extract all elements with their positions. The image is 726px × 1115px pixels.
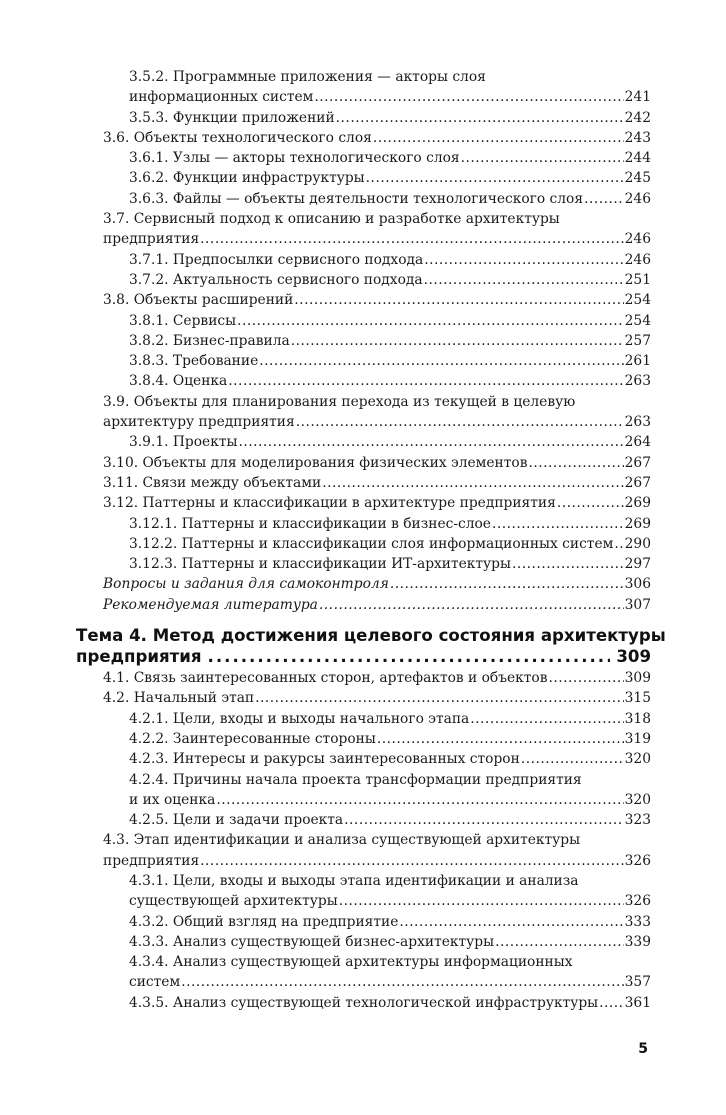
toc-page-number: 315 bbox=[624, 690, 651, 707]
toc-entry-line bbox=[129, 351, 651, 371]
toc-page-number: 242 bbox=[624, 109, 651, 126]
dot-leader bbox=[495, 932, 624, 952]
toc-page-number: 267 bbox=[624, 454, 651, 471]
toc-page-number: 309 bbox=[624, 670, 651, 687]
toc-entry bbox=[129, 932, 651, 952]
toc-entry-title: существующей архитектуры bbox=[129, 893, 338, 910]
toc-entry-title: 3.9.1. Проекты bbox=[129, 434, 238, 451]
dot-leader bbox=[366, 168, 624, 188]
dot-leader bbox=[461, 148, 624, 168]
toc-entry-line bbox=[129, 790, 651, 810]
toc-entry bbox=[103, 595, 651, 615]
toc-entry bbox=[129, 189, 651, 209]
dot-leader bbox=[200, 851, 624, 871]
toc-entry bbox=[129, 952, 651, 993]
toc-entry-line bbox=[103, 851, 651, 871]
dot-leader bbox=[344, 810, 624, 830]
toc-entry-line bbox=[129, 331, 651, 351]
toc-page-number: 261 bbox=[624, 353, 651, 370]
toc-entry-title: 3.8.1. Сервисы bbox=[129, 312, 237, 329]
toc-page-number: 246 bbox=[624, 251, 651, 268]
toc-entry bbox=[129, 912, 651, 932]
toc-entry-line bbox=[103, 128, 651, 148]
dot-leader bbox=[336, 108, 624, 128]
toc-page-number: 309 bbox=[616, 647, 651, 667]
dot-leader bbox=[599, 993, 624, 1013]
dot-leader bbox=[294, 290, 623, 310]
toc-entry-title: 4.3.1. Цели, входы и выходы этапа идентификации и анализа bbox=[129, 872, 579, 889]
toc-entry-line bbox=[129, 108, 651, 128]
toc-entry bbox=[129, 67, 651, 108]
toc-page-number: 246 bbox=[624, 190, 651, 207]
toc-entry-title: 4.2.1. Цели, входы и выходы начального этапа bbox=[129, 710, 470, 727]
dot-leader bbox=[492, 514, 624, 534]
toc-entry bbox=[129, 554, 651, 574]
toc-page-number: 326 bbox=[624, 852, 651, 869]
toc-entry-line bbox=[129, 709, 651, 729]
toc-entry-line bbox=[129, 972, 651, 992]
toc-entry bbox=[129, 148, 651, 168]
toc-entry-title: 4.3.5. Анализ существующей технологической инфраструктуры bbox=[129, 994, 599, 1011]
toc-entry-line bbox=[129, 749, 651, 769]
toc-entry-title: предприятия bbox=[76, 647, 202, 667]
toc-page-number: 320 bbox=[624, 791, 651, 808]
toc-entry bbox=[129, 168, 651, 188]
toc-entry-line bbox=[103, 574, 651, 594]
toc-entry-title: 3.7. Сервисный подход к описанию и разработке архитектуры bbox=[103, 211, 560, 228]
toc-entry-line bbox=[129, 148, 651, 168]
dot-leader bbox=[296, 412, 624, 432]
page-number: 5 bbox=[638, 1041, 648, 1057]
toc-entry bbox=[129, 351, 651, 371]
toc-entry-line bbox=[129, 371, 651, 391]
toc-entry bbox=[129, 770, 651, 811]
dot-leader bbox=[424, 250, 623, 270]
toc-page-number: 254 bbox=[624, 292, 651, 309]
toc-page-number: 251 bbox=[624, 271, 651, 288]
toc-entry-title: 4.1. Связь заинтересованных сторон, артефактов и объектов bbox=[103, 670, 548, 687]
toc-entry-title: 3.10. Объекты для моделирования физических элементов bbox=[103, 454, 528, 471]
toc-entry-title: 3.12. Паттерны и классификации в архитектуре предприятия bbox=[103, 495, 556, 512]
dot-leader bbox=[181, 972, 623, 992]
toc-entry-line bbox=[103, 493, 651, 513]
dot-leader bbox=[614, 534, 623, 554]
toc-entry-line bbox=[129, 770, 651, 790]
toc-page-number: 323 bbox=[624, 812, 651, 829]
toc-entry bbox=[129, 432, 651, 452]
table-of-contents bbox=[0, 67, 726, 1013]
dot-leader bbox=[319, 595, 624, 615]
toc-entry-line bbox=[103, 688, 651, 708]
toc-page-number: 243 bbox=[624, 129, 651, 146]
toc-entry bbox=[103, 209, 651, 250]
toc-entry-line bbox=[76, 625, 666, 646]
toc-entry-title: 3.8. Объекты расширений bbox=[103, 292, 294, 309]
toc-entry-title: систем bbox=[129, 974, 181, 991]
toc-entry-title: 3.5.2. Программные приложения — акторы слоя bbox=[129, 69, 486, 85]
toc-entry-title: 3.12.3. Паттерны и классификации ИТ-архитектуры bbox=[129, 556, 511, 573]
dot-leader bbox=[259, 351, 623, 371]
toc-entry-line bbox=[103, 595, 651, 615]
dot-leader bbox=[339, 891, 624, 911]
toc-entry-line bbox=[129, 729, 651, 749]
toc-entry-line bbox=[129, 912, 651, 932]
toc-entry-title: 4.3. Этап идентификации и анализа существующей архитектуры bbox=[103, 832, 581, 849]
toc-entry-title: предприятия bbox=[103, 231, 200, 248]
dot-leader bbox=[228, 371, 623, 391]
toc-entry bbox=[129, 810, 651, 830]
toc-entry-title: 3.6.3. Файлы — объекты деятельности технологического слоя bbox=[129, 190, 584, 207]
toc-entry bbox=[129, 514, 651, 534]
toc-entry bbox=[103, 830, 651, 871]
toc-entry bbox=[129, 993, 651, 1013]
toc-entry-title: 3.7.2. Актуальность сервисного подхода bbox=[129, 271, 423, 288]
toc-page-number: 269 bbox=[624, 515, 651, 532]
dot-leader bbox=[322, 473, 623, 493]
toc-entry bbox=[129, 871, 651, 912]
toc-entry-title: информационных систем bbox=[129, 89, 314, 106]
toc-entry-line bbox=[129, 432, 651, 452]
toc-entry-line bbox=[103, 290, 651, 310]
toc-entry-line bbox=[129, 311, 651, 331]
toc-entry bbox=[103, 290, 651, 310]
toc-page-number: 257 bbox=[624, 332, 651, 349]
toc-page-number: 241 bbox=[624, 89, 651, 106]
toc-page-number: 263 bbox=[624, 373, 651, 390]
dot-leader bbox=[424, 270, 624, 290]
toc-page-number: 318 bbox=[624, 710, 651, 727]
toc-entry-line bbox=[129, 250, 651, 270]
toc-page-number: 263 bbox=[624, 414, 651, 431]
dot-leader bbox=[255, 688, 624, 708]
toc-entry bbox=[103, 574, 651, 594]
toc-entry bbox=[103, 688, 651, 708]
dot-leader bbox=[521, 749, 624, 769]
toc-entry-title: 4.3.3. Анализ существующей бизнес-архитектуры bbox=[129, 933, 495, 950]
dot-leader bbox=[373, 128, 624, 148]
toc-entry bbox=[129, 250, 651, 270]
toc-entry-line bbox=[129, 270, 651, 290]
toc-entry bbox=[129, 709, 651, 729]
toc-page-number: 361 bbox=[624, 994, 651, 1011]
toc-entry bbox=[129, 311, 651, 331]
dot-leader bbox=[216, 790, 623, 810]
toc-entry-line bbox=[129, 810, 651, 830]
toc-entry-title: 3.6.1. Узлы — акторы технологического слоя bbox=[129, 150, 460, 167]
toc-entry-line bbox=[103, 392, 651, 412]
toc-entry-title: Тема 4. Метод достижения целевого состояния архитектуры bbox=[76, 626, 666, 646]
toc-entry bbox=[129, 749, 651, 769]
dot-leader bbox=[291, 331, 624, 351]
toc-entry-line bbox=[129, 932, 651, 952]
dot-leader bbox=[238, 432, 623, 452]
toc-entry-line bbox=[103, 473, 651, 493]
toc-entry-title: 3.9. Объекты для планирования перехода из текущей в целевую bbox=[103, 393, 576, 410]
toc-entry bbox=[129, 371, 651, 391]
toc-page-number: 339 bbox=[624, 933, 651, 950]
dot-leader bbox=[512, 554, 624, 574]
dot-leader bbox=[377, 729, 624, 749]
toc-entry bbox=[103, 493, 651, 513]
toc-entry-title: 3.8.4. Оценка bbox=[129, 373, 228, 390]
toc-entry bbox=[129, 729, 651, 749]
toc-entry-line bbox=[129, 952, 651, 972]
toc-page-number: 245 bbox=[624, 170, 651, 187]
toc-entry-title: 3.8.3. Требование bbox=[129, 353, 259, 370]
toc-entry-line bbox=[129, 514, 651, 534]
toc-entry-title: 4.2. Начальный этап bbox=[103, 690, 255, 707]
toc-chapter-entry bbox=[76, 625, 666, 667]
dot-leader bbox=[237, 311, 624, 331]
toc-entry-title: предприятия bbox=[103, 852, 200, 869]
toc-entry-line bbox=[129, 534, 651, 554]
toc-entry-title: 3.7.1. Предпосылки сервисного подхода bbox=[129, 251, 424, 268]
toc-entry bbox=[103, 128, 651, 148]
dot-leader bbox=[528, 453, 623, 473]
toc-entry bbox=[103, 453, 651, 473]
toc-entry-title: Вопросы и задания для самоконтроля bbox=[103, 576, 389, 593]
toc-page-number: 307 bbox=[624, 596, 651, 613]
toc-entry-line bbox=[129, 554, 651, 574]
toc-entry-title: 4.2.2. Заинтересованные стороны bbox=[129, 730, 376, 747]
toc-entry-title: 3.5.3. Функции приложений bbox=[129, 109, 335, 126]
toc-entry-line bbox=[129, 189, 651, 209]
toc-entry-line bbox=[103, 830, 651, 850]
toc-page-number: 320 bbox=[624, 751, 651, 768]
toc-entry bbox=[103, 392, 651, 433]
dot-leader bbox=[200, 229, 624, 249]
toc-entry bbox=[129, 108, 651, 128]
toc-page-number: 333 bbox=[624, 913, 651, 930]
dot-leader bbox=[208, 646, 611, 667]
toc-entry-title: 4.2.3. Интересы и ракурсы заинтересованных сторон bbox=[129, 751, 520, 768]
toc-entry-line bbox=[129, 871, 651, 891]
dot-leader bbox=[314, 87, 623, 107]
toc-entry-title: 4.2.4. Причины начала проекта трансформации предприятия bbox=[129, 771, 582, 788]
toc-entry bbox=[129, 331, 651, 351]
toc-entry-line bbox=[129, 87, 651, 107]
toc-entry-title: 4.3.4. Анализ существующей архитектуры информационных bbox=[129, 954, 573, 971]
toc-entry-line bbox=[129, 67, 651, 87]
toc-page-number: 269 bbox=[624, 495, 651, 512]
toc-entry-title: 3.11. Связи между объектами bbox=[103, 474, 322, 491]
toc-page-number: 244 bbox=[624, 150, 651, 167]
toc-entry-title: 3.6.2. Функции инфраструктуры bbox=[129, 170, 365, 187]
toc-page-number: 306 bbox=[624, 576, 651, 593]
toc-entry-title: 3.6. Объекты технологического слоя bbox=[103, 129, 372, 146]
toc-entry-line bbox=[103, 209, 651, 229]
toc-page-number: 319 bbox=[624, 730, 651, 747]
toc-page-number: 246 bbox=[624, 231, 651, 248]
toc-entry-title: 4.2.5. Цели и задачи проекта bbox=[129, 812, 344, 829]
toc-entry bbox=[129, 534, 651, 554]
dot-leader bbox=[549, 668, 624, 688]
dot-leader bbox=[584, 189, 624, 209]
toc-entry bbox=[103, 473, 651, 493]
dot-leader bbox=[470, 709, 623, 729]
toc-entry-line bbox=[103, 453, 651, 473]
toc-page-number: 357 bbox=[624, 974, 651, 991]
toc-entry-line bbox=[103, 229, 651, 249]
toc-entry-title: Рекомендуемая литература bbox=[103, 596, 318, 613]
toc-entry-line bbox=[103, 412, 651, 432]
toc-page-number: 254 bbox=[624, 312, 651, 329]
dot-leader bbox=[399, 912, 623, 932]
toc-page-number: 326 bbox=[624, 893, 651, 910]
toc-page-number: 267 bbox=[624, 474, 651, 491]
toc-page-number: 264 bbox=[624, 434, 651, 451]
toc-entry-line bbox=[103, 668, 651, 688]
toc-entry-title: 3.8.2. Бизнес-правила bbox=[129, 332, 290, 349]
dot-leader bbox=[390, 574, 624, 594]
toc-entry-line bbox=[129, 891, 651, 911]
dot-leader bbox=[557, 493, 624, 513]
toc-entry-title: 3.12.1. Паттерны и классификации в бизнес-слое bbox=[129, 515, 491, 532]
toc-entry bbox=[129, 270, 651, 290]
toc-page-number: 297 bbox=[624, 556, 651, 573]
toc-entry-title: архитектуру предприятия bbox=[103, 414, 295, 431]
toc-entry-line bbox=[129, 168, 651, 188]
toc-entry-title: 4.3.2. Общий взгляд на предприятие bbox=[129, 913, 399, 930]
toc-entry-line bbox=[129, 993, 651, 1013]
toc-entry bbox=[103, 668, 651, 688]
toc-page-number: 290 bbox=[624, 535, 651, 552]
toc-entry-title: и их оценка bbox=[129, 791, 216, 808]
toc-entry-title: 3.12.2. Паттерны и классификации слоя информационных систем bbox=[129, 535, 614, 552]
toc-entry-line bbox=[76, 646, 651, 667]
